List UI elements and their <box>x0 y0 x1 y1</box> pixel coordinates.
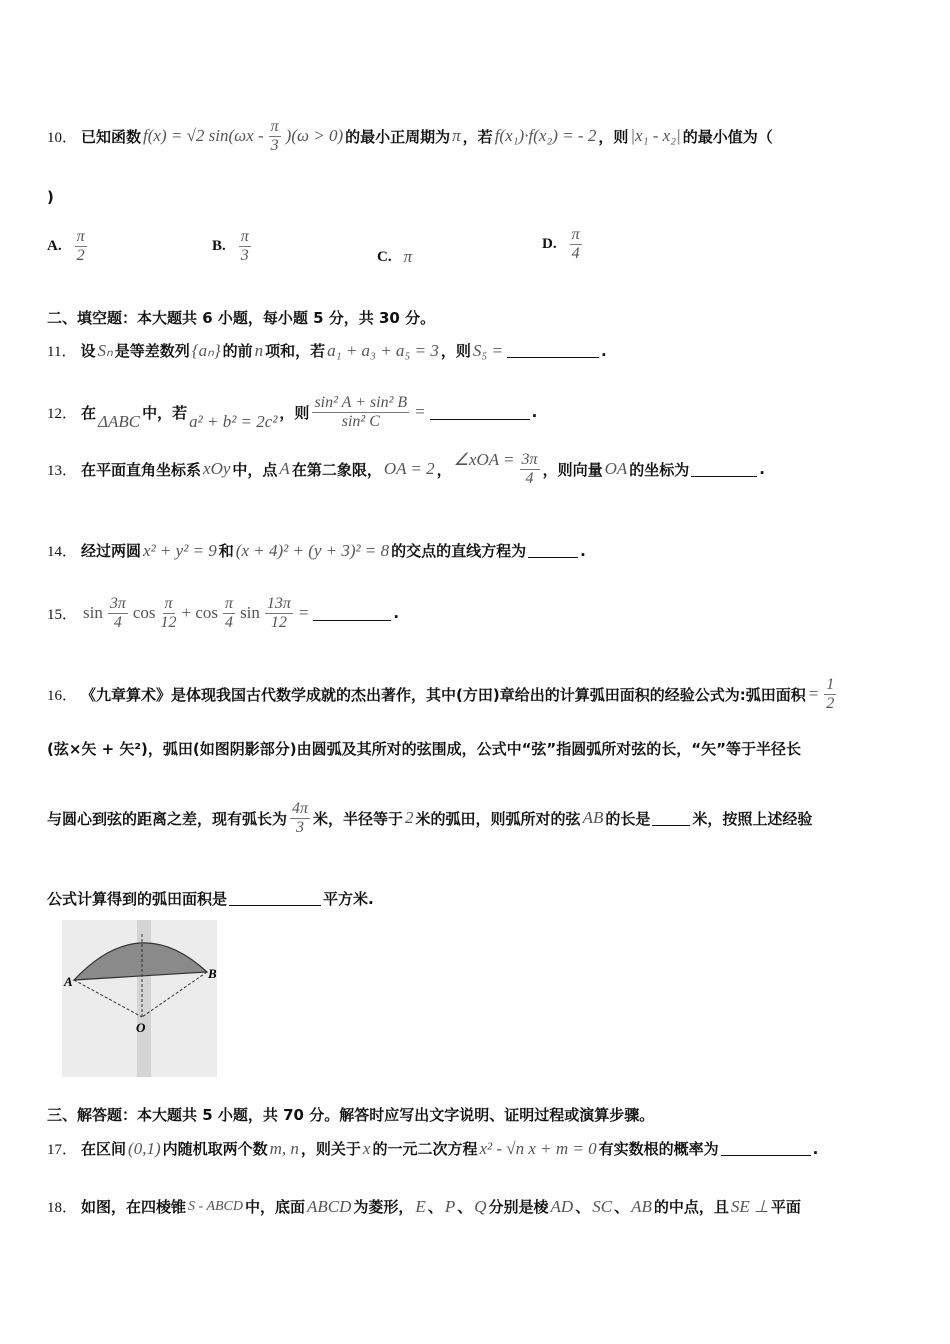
math: sin <box>240 603 260 623</box>
text: 米，半径等于 <box>313 809 404 828</box>
denominator: 2 <box>76 246 85 264</box>
radius-oa <box>74 980 142 1017</box>
math: a₁ + a₃ + a₅ = 3 <box>327 340 439 360</box>
text: 的交点的直线方程为 <box>391 542 527 560</box>
arc-field-figure <box>62 920 217 1077</box>
math: sin <box>83 603 103 623</box>
math: {aₙ} <box>191 340 221 360</box>
answer-blank[interactable] <box>528 543 578 558</box>
fraction <box>312 394 409 430</box>
option-label: D. <box>542 235 557 252</box>
text: . <box>531 403 538 421</box>
radius-ob <box>142 972 207 1017</box>
text: . <box>759 460 765 478</box>
question-13 <box>47 450 765 488</box>
text: 中，底面 <box>245 1198 306 1216</box>
text: 米的弧田，则弧所对的弦 <box>415 809 581 828</box>
math: cos <box>132 603 156 623</box>
text: 项和，若 <box>265 342 326 360</box>
math: )(ω > 0) <box>285 126 344 146</box>
denominator: 4 <box>113 613 122 631</box>
text: 、 <box>575 1198 591 1216</box>
text: ，则 <box>279 403 310 422</box>
option-label: C. <box>377 248 392 265</box>
answer-blank[interactable] <box>313 606 391 621</box>
text: ，则 <box>440 342 471 360</box>
text: 为菱形， <box>353 1198 414 1216</box>
numerator: 13π <box>266 595 291 612</box>
option-value: π <box>403 247 413 266</box>
math: f(x) = √2 sin(ωx - <box>143 126 264 146</box>
text: ) <box>47 188 54 206</box>
fraction <box>570 226 582 262</box>
question-11 <box>47 340 607 361</box>
text: 已知函数 <box>81 127 142 146</box>
label-a: A <box>64 974 73 989</box>
q-number: 17． <box>47 1142 78 1158</box>
math: E <box>415 1196 426 1216</box>
text: . <box>393 604 400 623</box>
denominator: 3 <box>296 818 305 836</box>
text: ，则关于 <box>300 1140 361 1158</box>
numerator: π <box>164 595 173 612</box>
math: AB <box>582 808 604 828</box>
answer-blank[interactable] <box>652 811 690 826</box>
text: 、 <box>614 1198 630 1216</box>
question-16-line-1 <box>47 676 839 712</box>
math: AD <box>550 1196 574 1216</box>
denominator: sin² C <box>341 412 380 430</box>
math: S₅ = <box>472 340 503 360</box>
text: 的前 <box>222 342 253 360</box>
arc-field-diagram <box>62 920 217 1077</box>
fraction <box>161 595 177 631</box>
numerator: π <box>76 228 85 245</box>
denominator: 12 <box>160 613 177 631</box>
math: SE ⊥ <box>730 1196 769 1216</box>
denominator: 12 <box>270 613 287 631</box>
numerator: π <box>225 595 234 612</box>
fraction <box>290 800 310 836</box>
q-number: 14． <box>47 544 78 560</box>
text: 中，若 <box>142 403 188 422</box>
shaded-segment <box>74 943 207 980</box>
text: ，则 <box>598 127 629 146</box>
math: = <box>414 402 426 421</box>
option-c[interactable] <box>377 247 414 267</box>
text: . <box>812 1139 819 1158</box>
math: (0,1) <box>128 1138 161 1158</box>
math: x <box>362 1138 371 1158</box>
text: 的最小正周期为 <box>345 127 451 146</box>
text: ， <box>436 460 452 479</box>
denominator: 3 <box>270 136 279 154</box>
answer-blank[interactable] <box>430 405 530 420</box>
fraction <box>239 228 251 264</box>
text: 在第二象限， <box>291 460 382 479</box>
numerator: π <box>240 228 249 245</box>
fraction <box>265 595 293 631</box>
q-number: 18． <box>47 1200 78 1216</box>
math: P <box>444 1196 456 1216</box>
text: 设 <box>80 342 96 360</box>
numerator: 1 <box>826 676 835 693</box>
denominator: 4 <box>225 613 234 631</box>
option-label: B. <box>212 237 226 254</box>
answer-blank[interactable] <box>507 343 599 358</box>
text: . <box>580 541 586 560</box>
label-b: B <box>208 966 217 981</box>
text: 的长是 <box>605 809 651 828</box>
text: 《九章算术》是体现我国古代数学成就的杰出著作，其中(方田)章给出的计算弧田面积的经验公式为:弧田面积 <box>81 685 806 704</box>
math: a² + b² = 2c² <box>189 412 278 431</box>
math: f(x₁)·f(x₂) = - 2 <box>494 126 597 146</box>
text: 的一元二次方程 <box>372 1140 478 1158</box>
question-14 <box>47 540 586 561</box>
fraction <box>75 228 87 264</box>
text: 中，点 <box>232 460 278 479</box>
text: 在平面直角坐标系 <box>81 460 202 479</box>
fraction <box>269 118 281 154</box>
numerator: 3π <box>521 450 538 468</box>
math: x² + y² = 9 <box>143 540 217 560</box>
numerator: 3π <box>109 595 126 612</box>
text: 的最小值为（ <box>682 127 773 146</box>
math: xOy <box>203 459 231 478</box>
denominator: 4 <box>571 244 580 262</box>
math: A <box>279 459 290 478</box>
math: ΔABC <box>98 412 141 431</box>
math: = <box>297 603 310 623</box>
question-15 <box>47 595 399 631</box>
fraction <box>520 451 540 487</box>
text: 分别是棱 <box>488 1198 549 1216</box>
text: 公式计算得到的弧田面积是 <box>47 890 228 908</box>
math: OA <box>604 459 628 478</box>
math: Q <box>474 1196 487 1216</box>
fraction <box>108 595 128 631</box>
option-label: A. <box>47 237 62 254</box>
math: m, n <box>269 1138 299 1158</box>
q-number: 15． <box>47 606 78 623</box>
question-16-line-2 <box>47 738 801 759</box>
math: π <box>452 126 461 146</box>
text: 的中点，且 <box>653 1198 729 1216</box>
math: AB <box>631 1196 652 1216</box>
text: 有实数根的概率为 <box>598 1140 719 1158</box>
q-number: 10． <box>47 129 78 146</box>
q-number: 12． <box>47 405 78 422</box>
math: |x₁ - x₂| <box>630 126 681 146</box>
math: n <box>254 340 264 360</box>
text: 、 <box>427 1198 443 1216</box>
text: 的坐标为 <box>629 460 690 479</box>
math: SC <box>592 1196 613 1216</box>
numerator: π <box>270 118 279 135</box>
question-10 <box>47 118 773 154</box>
text: . <box>600 341 607 360</box>
text: 如图，在四棱锥 <box>81 1198 187 1216</box>
section-2-heading: 二、填空题：本大题共 6 小题，每小题 5 分，共 30 分。 <box>47 309 436 327</box>
denominator: 3 <box>240 246 249 264</box>
text: 平面 <box>770 1198 801 1216</box>
text: 内随机取两个数 <box>162 1140 268 1158</box>
option-b[interactable] <box>212 228 254 264</box>
answer-blank[interactable] <box>721 1141 811 1156</box>
section-3-heading: 三、解答题：本大题共 5 小题，共 70 分。解答时应写出文字说明、证明过程或演算步骤。 <box>47 1106 655 1124</box>
q-number: 13． <box>47 462 78 479</box>
math: x² - √n x + m = 0 <box>479 1138 597 1158</box>
q-number: 16． <box>47 687 78 704</box>
math: S - ABCD <box>188 1198 243 1214</box>
denominator: 2 <box>826 694 835 712</box>
text: 和 <box>218 542 234 560</box>
math: = <box>807 684 820 704</box>
math: ∠xOA = <box>453 450 515 469</box>
denominator: 4 <box>525 469 534 487</box>
math: Sₙ <box>97 340 113 360</box>
q-number: 11． <box>47 344 77 360</box>
fraction <box>223 595 235 631</box>
text: ，则向量 <box>542 460 603 479</box>
answer-blank[interactable] <box>229 891 321 906</box>
text: ，若 <box>462 127 493 146</box>
question-10-close <box>47 188 54 206</box>
text: (弦×矢 + 矢²)，弧田(如图阴影部分)由圆弧及其所对的弦围成，公式中“弦”指圆弧所对弦的长，“矢”等于半径长 <box>47 740 802 758</box>
text: 、 <box>457 1198 473 1216</box>
answer-blank[interactable] <box>691 462 757 477</box>
label-o: O <box>136 1020 146 1035</box>
text: 在区间 <box>81 1140 127 1158</box>
math: ABCD <box>307 1196 352 1216</box>
text: 是等差数列 <box>114 342 190 360</box>
math: OA = 2 <box>383 459 435 478</box>
numerator: 4π <box>292 800 309 817</box>
fraction <box>824 676 836 712</box>
math: + cos <box>181 603 219 623</box>
text: 在 <box>81 403 97 422</box>
option-a[interactable] <box>47 228 90 264</box>
question-12 <box>47 392 537 432</box>
math: (x + 4)² + (y + 3)² = 8 <box>235 540 390 560</box>
question-16-line-3 <box>47 800 812 836</box>
numerator: sin² A + sin² B <box>314 393 408 411</box>
text: 米，按照上述经验 <box>692 809 813 828</box>
option-d[interactable] <box>542 226 585 262</box>
question-16-line-4 <box>47 888 374 909</box>
numerator: π <box>571 226 580 243</box>
text: 经过两圆 <box>81 542 142 560</box>
math: 2 <box>405 808 414 828</box>
text: 与圆心到弦的距离之差，现有弧长为 <box>47 809 288 828</box>
question-17 <box>47 1138 818 1159</box>
question-18 <box>47 1196 801 1217</box>
text: 平方米. <box>323 890 374 908</box>
